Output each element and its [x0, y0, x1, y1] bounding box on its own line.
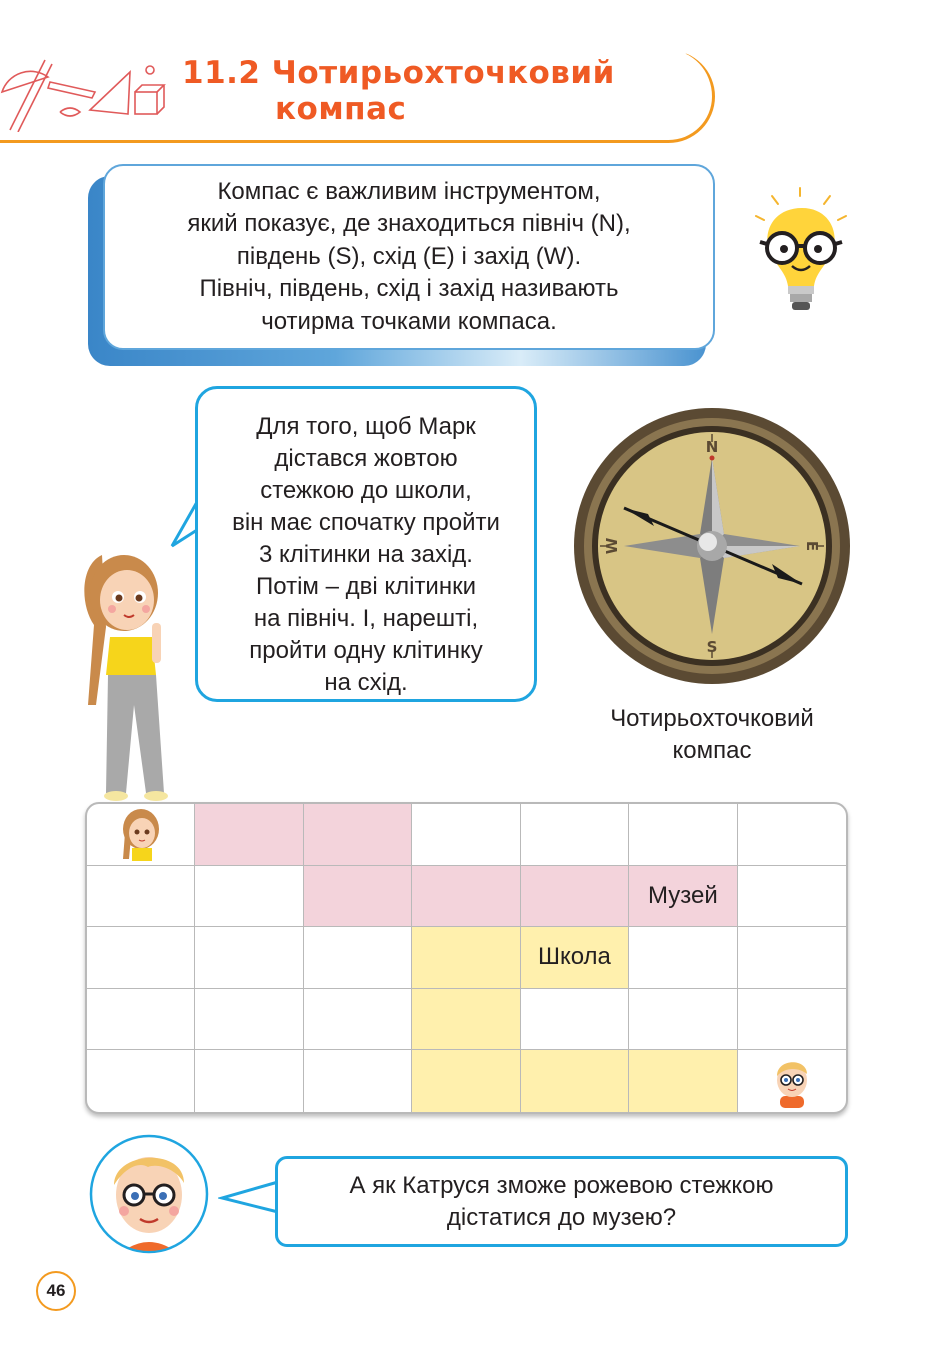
boy-mark-avatar: [88, 1133, 210, 1255]
grid-cell: [87, 866, 195, 928]
lightbulb-with-glasses-icon: [752, 186, 852, 320]
grid-cell: [412, 866, 520, 928]
grid-cell: [738, 804, 846, 866]
cube-icon: [135, 92, 157, 114]
girl-katrusia-illustration: [72, 545, 184, 803]
katrusia-marker-icon: [119, 807, 163, 861]
info-line: чотирма точками компаса.: [261, 307, 557, 335]
grid-cell: [195, 804, 303, 866]
bubble1-line: Для того, щоб Марк: [256, 413, 476, 440]
bubble1-line: на схід.: [324, 669, 408, 696]
grid-cell: [629, 866, 737, 928]
grid-cell: [195, 1050, 303, 1112]
grid-cell: [412, 989, 520, 1051]
info-text: [105, 176, 713, 339]
speech-bubble-question: [275, 1156, 848, 1247]
bubble1-line: пройти одну клітинку: [249, 637, 483, 664]
page-number: 46: [36, 1271, 76, 1311]
compass-north-label: N: [705, 438, 719, 456]
grid-cell: [412, 927, 520, 989]
map-grid: [85, 802, 848, 1114]
info-box: [103, 164, 715, 350]
grid-cell: [412, 804, 520, 866]
grid-cell: [521, 1050, 629, 1112]
page-title: [182, 55, 615, 127]
bubble1-line: дістався жовтою: [274, 445, 458, 472]
grid-cell-start-katrusia: [87, 804, 195, 866]
grid-cell: [87, 1050, 195, 1112]
bubble2-tail: [218, 1176, 280, 1220]
grid-cell: [521, 804, 629, 866]
compass-caption: [573, 703, 851, 767]
grid-cell: [87, 927, 195, 989]
grid-cell: [629, 1050, 737, 1112]
bubble2-text: [349, 1170, 773, 1234]
museum-label: Музей: [647, 881, 718, 909]
info-line: Північ, південь, схід і захід називають: [199, 275, 619, 303]
grid-cell: [412, 1050, 520, 1112]
grid-cell: [304, 1050, 412, 1112]
bubble2-line: дістатися до музею?: [446, 1203, 677, 1231]
info-line: який показує, де знаходиться північ (N),: [187, 210, 631, 238]
grid-cell: [195, 989, 303, 1051]
title-line-2: компас: [275, 91, 407, 127]
grid-cell: [304, 989, 412, 1051]
grid-cell: [87, 989, 195, 1051]
speech-bubble-mark-path: [195, 386, 537, 702]
school-label: Школа: [537, 943, 611, 971]
info-line: південь (S), схід (E) і захід (W).: [236, 242, 582, 270]
protractor-icon: [2, 71, 48, 92]
pencil-icon: [48, 82, 95, 98]
compass-west-label: W: [603, 537, 621, 555]
title-line-1: 11.2 Чотирьохточковий: [182, 55, 615, 91]
grid-cell-start-mark: [738, 1050, 846, 1112]
bubble2-line: А як Катруся зможе рожевою стежкою: [349, 1171, 774, 1199]
grid-cell: [738, 927, 846, 989]
grid-cell: [521, 927, 629, 989]
grid-cell: [304, 804, 412, 866]
bubble1-line: 3 клітинки на захід.: [259, 541, 473, 568]
grid-cell: [304, 866, 412, 928]
bubble1-line: Потім – дві клітинки: [256, 573, 476, 600]
grid-cell: [195, 866, 303, 928]
bubble1-line: він має спочатку пройти: [232, 509, 500, 536]
grid-cell: [629, 804, 737, 866]
grid-cell: [304, 927, 412, 989]
grid-cell: [738, 989, 846, 1051]
compass-illustration: [572, 406, 852, 686]
grid-cell: [521, 989, 629, 1051]
compass-caption-line: компас: [672, 737, 752, 764]
grid-cell: [195, 927, 303, 989]
grid-cell: [521, 866, 629, 928]
triangle-icon: [90, 72, 130, 114]
compass-south-label: S: [706, 638, 718, 656]
grid-cell: [738, 866, 846, 928]
ruler-icon: [10, 60, 45, 130]
school-supplies-icon: [0, 52, 175, 132]
mark-marker-icon: [772, 1054, 812, 1108]
info-line: Компас є важливим інструментом,: [217, 177, 601, 205]
bubble1-line: стежкою до школи,: [260, 477, 472, 504]
grid-cell: [629, 989, 737, 1051]
grid-cell: [629, 927, 737, 989]
bubble1-text: [198, 411, 534, 699]
compass-caption-line: Чотирьохточковий: [610, 705, 814, 732]
bubble1-line: на північ. І, нарешті,: [253, 605, 479, 632]
compass-east-label: E: [803, 540, 821, 552]
